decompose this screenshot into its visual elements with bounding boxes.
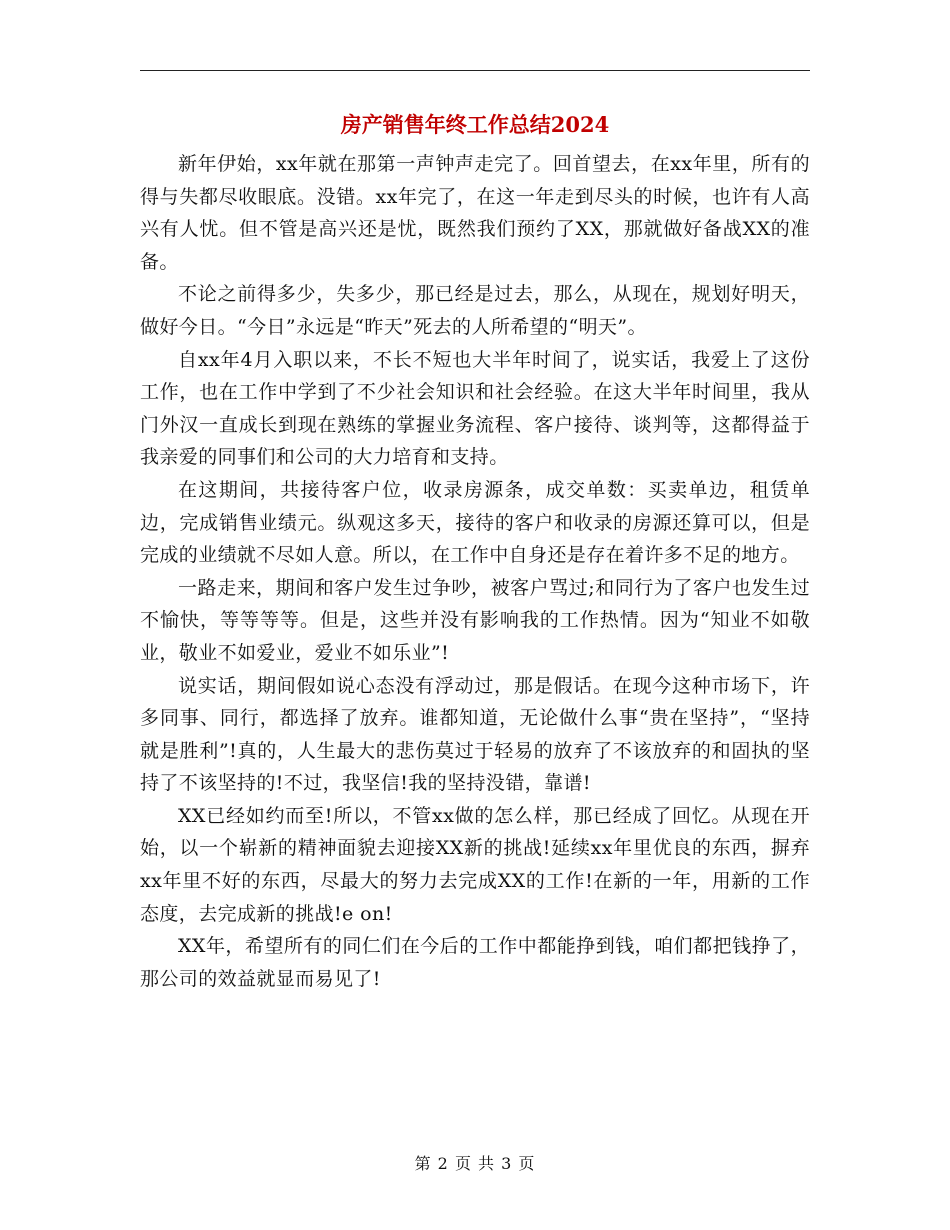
paragraph-4: 在这期间，共接待客户位，收录房源条，成交单数：买卖单边，租赁单边，完成销售业绩元。纵观这多天，接待的客户和收录的房源还算可以，但是完成的业绩就不尽如人意。所以，在工作中自身还是存在着许多不足的地方。 bbox=[140, 478, 810, 567]
paragraph-5: 一路走来，期间和客户发生过争吵，被客户骂过;和同行为了客户也发生过不愉快，等等等等。但是，这些并没有影响我的工作热情。因为“知业不如敬业，敬业不如爱业，爱业不如乐业”! bbox=[140, 576, 810, 664]
document-body bbox=[140, 148, 810, 995]
paragraph-3: 自xx年4月入职以来，不长不短也大半年时间了，说实话，我爱上了这份工作，也在工作中学到了不少社会知识和社会经验。在这大半年时间里，我从门外汉一直成长到现在熟练的掌握业务流程、客户接待、谈判等，这都得益于我亲爱的同事们和公司的大力培育和支持。 bbox=[140, 348, 810, 469]
paragraph-1: 新年伊始，xx年就在那第一声钟声走完了。回首望去，在xx年里，所有的得与失都尽收眼底。没错。xx年完了，在这一年走到尽头的时候，也许有人高兴有人忧。但不管是高兴还是忧，既然我们预约了XX，那就做好备战XX的准备。 bbox=[140, 153, 810, 273]
document-title: 房产销售年终工作总结2024 bbox=[340, 112, 610, 137]
paragraph-7: XX已经如约而至!所以，不管xx做的怎么样，那已经成了回忆。从现在开始，以一个崭新的精神面貌去迎接XX新的挑战!延续xx年里优良的东西，摒弃xx年里不好的东西，尽最大的努力去完成XX的工作!在新的一年，用新的工作态度，去完成新的挑战!e on! bbox=[140, 804, 810, 925]
paragraph-8: XX年，希望所有的同仁们在今后的工作中都能挣到钱，咱们都把钱挣了，那公司的效益就显而易见了! bbox=[140, 935, 810, 990]
paragraph-2: 不论之前得多少，失多少，那已经是过去，那么，从现在，规划好明天，做好今日。“今日”永远是“昨天”死去的人所希望的“明天”。 bbox=[140, 283, 810, 338]
page-number-footer: 第 2 页 共 3 页 bbox=[414, 1154, 536, 1173]
header-rule bbox=[140, 70, 810, 71]
paragraph-6: 说实话，期间假如说心态没有浮动过，那是假话。在现今这种市场下，许多同事、同行，都选择了放弃。谁都知道，无论做什么事“贵在坚持”，“坚持就是胜利”!真的，人生最大的悲伤莫过于轻易的放弃了不该放弃的和固执的坚持了不该坚持的!不过，我坚信!我的坚持没错，靠谱! bbox=[140, 674, 810, 795]
